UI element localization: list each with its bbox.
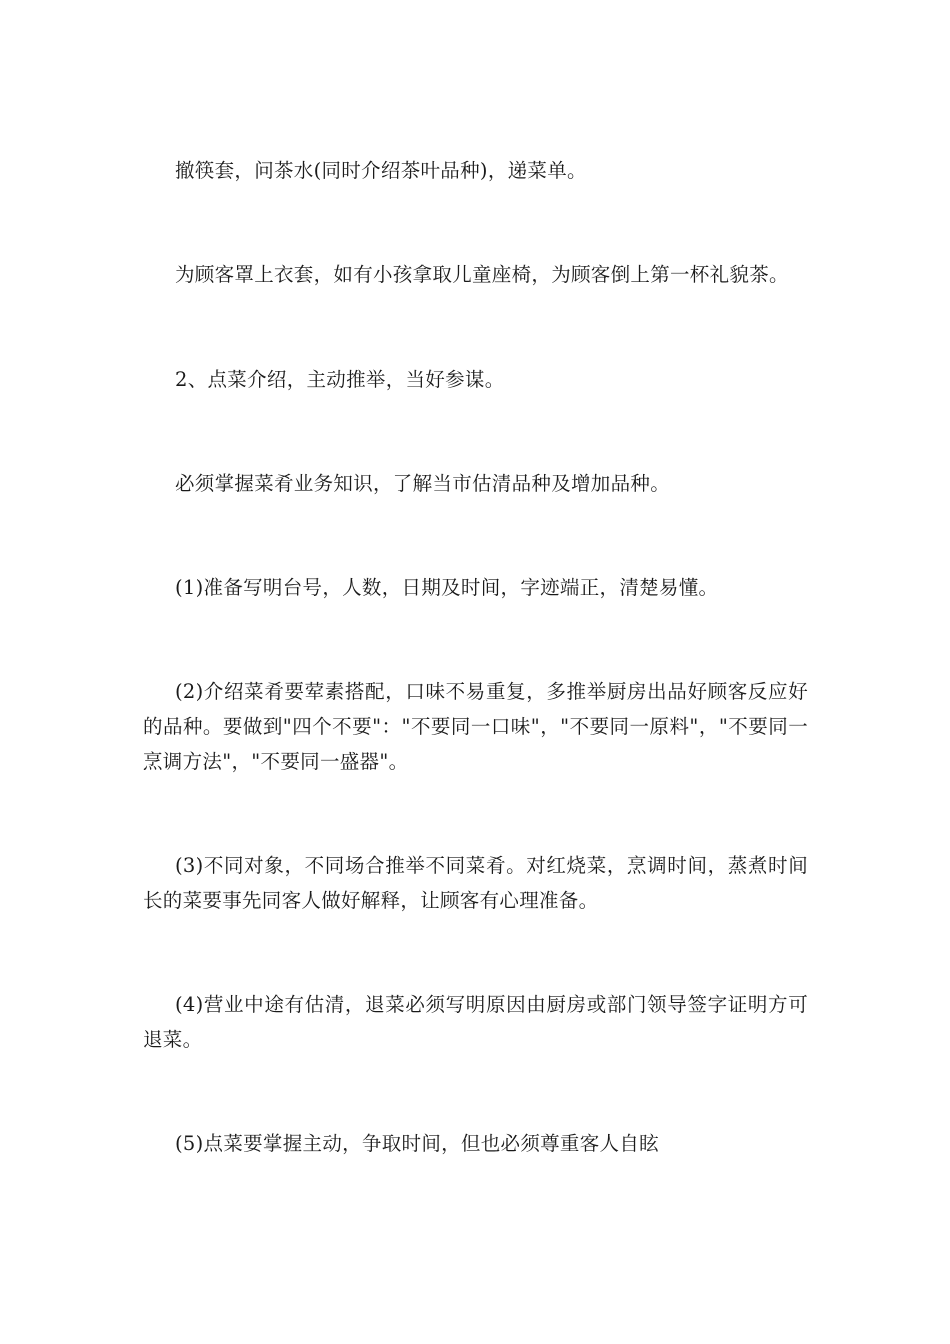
list-item-2: (2)介绍菜肴要荤素搭配，口味不易重复，多推举厨房出品好顾客反应好的品种。要做到"四个不要"："不要同一口味"，"不要同一原料"，"不要同一烹调方法"，"不要同一盛器"。 [143, 680, 808, 773]
section-heading-ordering: 2、点菜介绍，主动推举，当好参谋。 [175, 368, 505, 391]
list-item-1: (1)准备写明台号，人数，日期及时间，字迹端正，清楚易懂。 [175, 576, 719, 599]
paragraph-menu-knowledge: 必须掌握菜肴业务知识，了解当市估清品种及增加品种。 [175, 472, 671, 495]
list-item-5: (5)点菜要掌握主动，争取时间，但也必须尊重客人自眩 [175, 1132, 659, 1155]
list-item-3: (3)不同对象，不同场合推举不同菜肴。对红烧菜，烹调时间，蒸煮时间长的菜要事先同客人做好解释，让顾客有心理准备。 [143, 854, 808, 912]
paragraph-remove-chopstick-cover: 撤筷套，问茶水(同时介绍茶叶品种)，递菜单。 [175, 159, 587, 182]
list-item-4: (4)营业中途有估清，退菜必须写明原因由厨房或部门领导签字证明方可退菜。 [143, 993, 808, 1051]
paragraph-cover-clothes: 为顾客罩上衣套，如有小孩拿取儿童座椅，为顾客倒上第一杯礼貌茶。 [175, 263, 789, 286]
